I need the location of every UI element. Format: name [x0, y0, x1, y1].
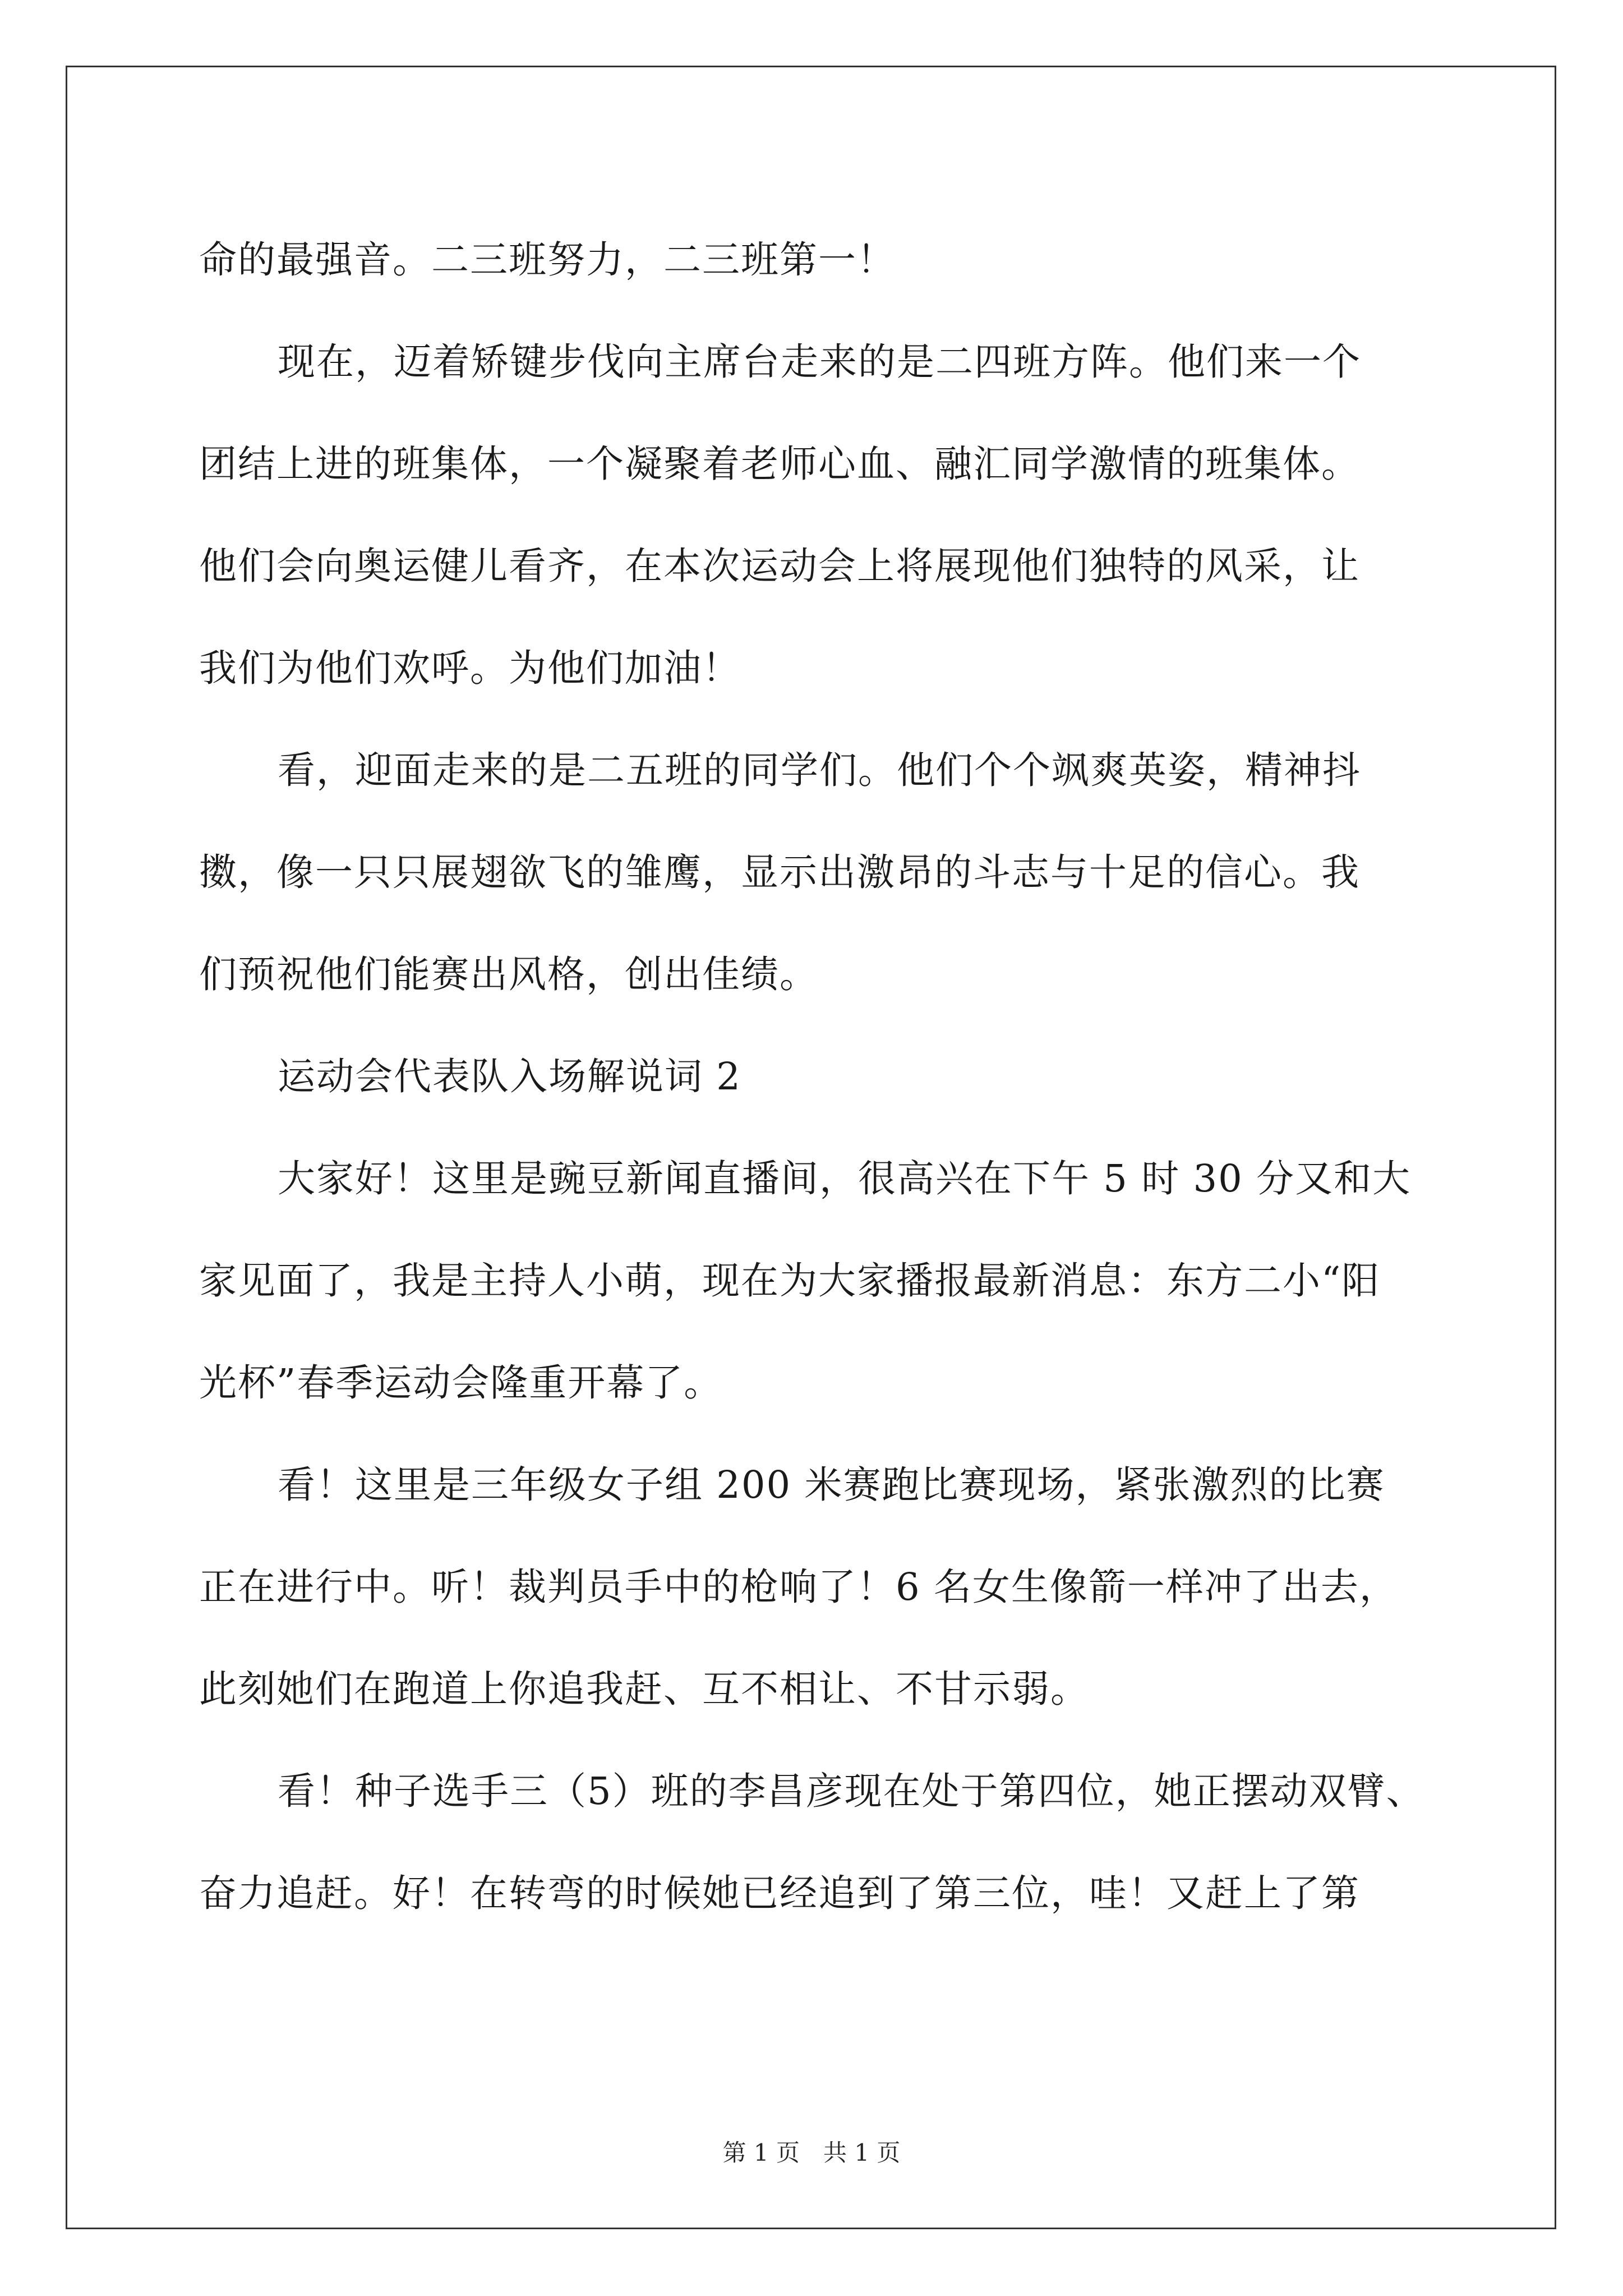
text-line: 奋力追赶。好！在转弯的时候她已经追到了第三位，哇！又赶上了第 — [199, 1871, 1360, 1915]
text-line: 我们为他们欢呼。为他们加油！ — [199, 646, 741, 690]
text-line: 团结上进的班集体，一个凝聚着老师心血、融汇同学激情的班集体。 — [199, 442, 1360, 486]
text-line: 正在进行中。听！裁判员手中的枪响了！6 名女生像箭一样冲了出去， — [199, 1565, 1398, 1609]
text-line: 们预祝他们能赛出风格，创出佳绩。 — [199, 953, 818, 996]
text-line: 现在，迈着矫键步伐向主席台走来的是二四班方阵。他们来一个 — [278, 340, 1361, 384]
section-heading: 运动会代表队入场解说词 2 — [278, 1055, 741, 1098]
text-line: 大家好！这里是豌豆新闻直播间，很高兴在下午 5 时 30 分又和大 — [278, 1157, 1412, 1200]
text-line: 看！种子选手三（5）班的李昌彦现在处于第四位，她正摆动双臂、 — [278, 1769, 1425, 1813]
text-line: 擞，像一只只展翅欲飞的雏鹰，显示出激昂的斗志与十足的信心。我 — [199, 850, 1360, 894]
text-line: 看！这里是三年级女子组 200 米赛跑比赛现场，紧张激烈的比赛 — [278, 1463, 1385, 1507]
text-line: 他们会向奥运健儿看齐，在本次运动会上将展现他们独特的风采，让 — [199, 544, 1360, 588]
page-number: 第 1 页 共 1 页 — [722, 2139, 901, 2166]
text-line: 家见面了，我是主持人小萌，现在为大家播报最新消息：东方二小“阳 — [199, 1259, 1381, 1303]
text-line: 光杯”春季运动会隆重开幕了。 — [199, 1361, 723, 1405]
text-line: 命的最强音。二三班努力，二三班第一！ — [199, 238, 896, 282]
text-line: 看，迎面走来的是二五班的同学们。他们个个飒爽英姿，精神抖 — [278, 748, 1361, 792]
document-body — [199, 209, 1428, 1944]
text-line: 此刻她们在跑道上你追我赶、互不相让、不甘示弱。 — [199, 1667, 1089, 1711]
